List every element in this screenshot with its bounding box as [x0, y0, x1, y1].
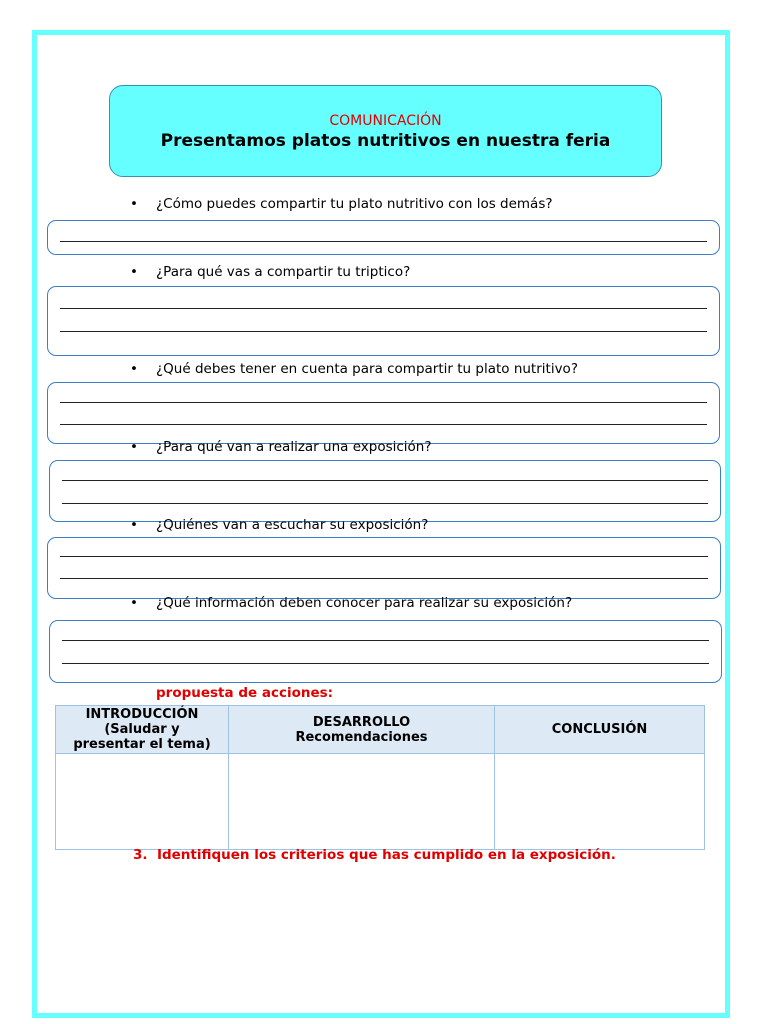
subject-label: COMUNICACIÓN	[329, 113, 442, 129]
table-row	[56, 754, 705, 850]
answer-line	[62, 503, 708, 504]
answer-box-3[interactable]	[47, 382, 720, 444]
answer-box-4[interactable]	[49, 460, 721, 522]
answer-box-2[interactable]	[47, 286, 720, 356]
section-label: propuesta de acciones:	[156, 685, 334, 701]
answer-line	[60, 402, 707, 403]
answer-line	[62, 640, 709, 641]
header-line: CONCLUSIÓN	[551, 722, 648, 737]
action-plan-table	[55, 705, 705, 850]
question-text: ¿Para qué vas a compartir tu triptico?	[156, 264, 411, 280]
header-line: DESARROLLO	[312, 714, 411, 730]
table-header-row	[56, 706, 705, 754]
criteria-text: Identifiquen los criterios que has cumplido en la exposición.	[156, 847, 616, 863]
question-text: ¿Qué información deben conocer para realizar su exposición?	[156, 595, 573, 611]
answer-line	[60, 424, 707, 425]
header-line: INTRODUCCIÓN	[85, 707, 199, 722]
answer-line	[62, 663, 709, 664]
cell-desarrollo[interactable]	[229, 754, 495, 850]
answer-line	[60, 308, 707, 309]
header-box	[109, 85, 662, 177]
answer-line	[62, 480, 708, 481]
cell-conclusion[interactable]	[495, 754, 705, 850]
question-2	[130, 263, 410, 281]
bullet-icon: •	[130, 361, 138, 377]
header-line: Recomendaciones	[295, 729, 428, 745]
question-4	[130, 438, 432, 456]
page-title: Presentamos platos nutritivos en nuestra feria	[160, 131, 611, 151]
header-conclusion	[495, 706, 705, 754]
header-line: (Saludar y	[104, 722, 180, 737]
criteria-number: 3.	[133, 847, 148, 863]
answer-box-5[interactable]	[47, 537, 721, 599]
question-3	[130, 360, 578, 378]
answer-line	[60, 556, 708, 557]
bullet-icon: •	[130, 517, 138, 533]
cell-introduccion[interactable]	[56, 754, 229, 850]
header-introduccion	[56, 706, 229, 754]
header-desarrollo	[229, 706, 495, 754]
question-text: ¿Qué debes tener en cuenta para compartir tu plato nutritivo?	[156, 361, 578, 377]
answer-box-1[interactable]	[47, 220, 720, 255]
question-text: ¿Para qué van a realizar una exposición?	[156, 439, 432, 455]
answer-line	[60, 241, 707, 242]
bullet-icon: •	[130, 595, 138, 611]
question-1	[130, 195, 553, 213]
answer-box-6[interactable]	[49, 620, 722, 683]
question-text: ¿Cómo puedes compartir tu plato nutritivo con los demás?	[156, 196, 553, 212]
question-text: ¿Quiénes van a escuchar su exposición?	[156, 517, 429, 533]
criteria-instruction	[133, 846, 616, 864]
question-5	[130, 516, 428, 534]
answer-line	[60, 331, 707, 332]
question-6	[130, 594, 572, 612]
bullet-icon: •	[130, 439, 138, 455]
bullet-icon: •	[130, 264, 138, 280]
answer-line	[60, 578, 708, 579]
bullet-icon: •	[130, 196, 138, 212]
header-line: presentar el tema)	[73, 737, 211, 752]
